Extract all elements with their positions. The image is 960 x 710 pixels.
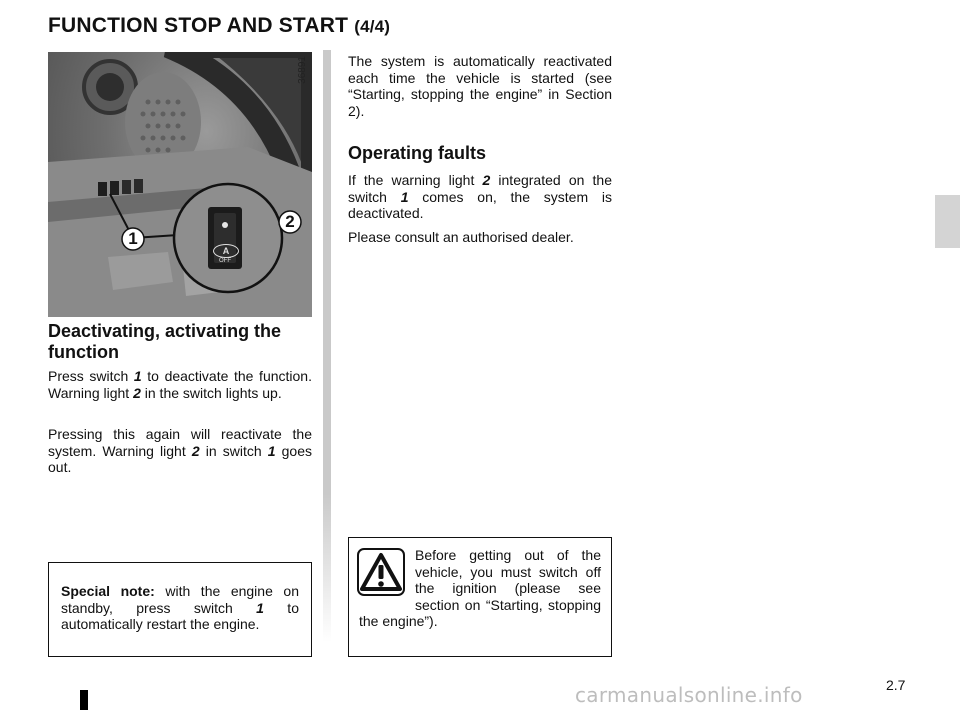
switch-off-text: OFF (219, 258, 231, 264)
text-segment: goes out. (48, 442, 312, 475)
warning-box (348, 537, 612, 657)
paragraph-deactivate (48, 368, 312, 401)
page-title-suffix: (4/4) (354, 17, 391, 36)
text-segment: in the switch lights up. (140, 384, 282, 401)
text-segment: Press switch (48, 368, 134, 384)
section-heading-faults: Operating faults (348, 143, 487, 163)
page-title-text: FUNCTION STOP AND START (48, 14, 349, 37)
text-segment: to deactivate the function. Warning light (48, 368, 312, 401)
paragraph-dealer: Please consult an authorised dealer. (348, 229, 574, 245)
text-segment: comes on, the system is deactivated. (348, 188, 612, 221)
watermark: carmanualsonline.info (575, 683, 803, 707)
dashboard-switch-illustration (48, 52, 312, 317)
text-segment: in switch (199, 442, 268, 459)
warning-triangle-icon (357, 548, 405, 596)
section-tab (935, 195, 960, 248)
callout-1-label: 1 (128, 229, 138, 248)
text-segment: If the warning light (348, 172, 483, 188)
paragraph-fault (348, 172, 612, 222)
ref-light-2: 2 (482, 172, 491, 188)
paragraph-reactivate (48, 426, 312, 476)
text-segment: to automatically restart the engine. (61, 599, 299, 632)
ref-light-2: 2 (133, 384, 141, 401)
paragraph-reactivation-info: The system is automatically reactivated each time the vehicle is started (see “Starting, stopping the engine” in Section 2). (348, 53, 612, 119)
ref-switch-1: 1 (133, 368, 142, 384)
special-note-text (61, 583, 299, 633)
ref-switch-1: 1 (400, 188, 409, 205)
switch-symbol: A (213, 244, 239, 258)
text-segment: Pressing this again will reactivate the system. Warning light (48, 426, 312, 459)
text-segment: integrated on the switch (348, 172, 612, 205)
callout-2-label: 2 (285, 212, 295, 231)
text-segment: with the engine on standby, press switch (61, 583, 299, 616)
dashboard-drawing (48, 52, 312, 317)
column-divider (323, 50, 331, 642)
section-heading-deactivating: Deactivating, activating the function (48, 321, 282, 362)
ref-light-2: 2 (191, 442, 200, 459)
footer-marker (80, 690, 88, 710)
ref-switch-1: 1 (267, 442, 276, 459)
warning-text: Before getting out of the vehicle, you must switch off the ignition (please see section on “Starting, stopping the engine”). (359, 547, 601, 629)
illustration-ref-code: 36891 (297, 56, 308, 84)
ref-switch-1: 1 (256, 599, 264, 616)
special-note-box (48, 562, 312, 657)
page-number: 2.7 (886, 677, 906, 693)
special-note-label: Special note: (61, 583, 155, 599)
page-title (48, 14, 390, 38)
